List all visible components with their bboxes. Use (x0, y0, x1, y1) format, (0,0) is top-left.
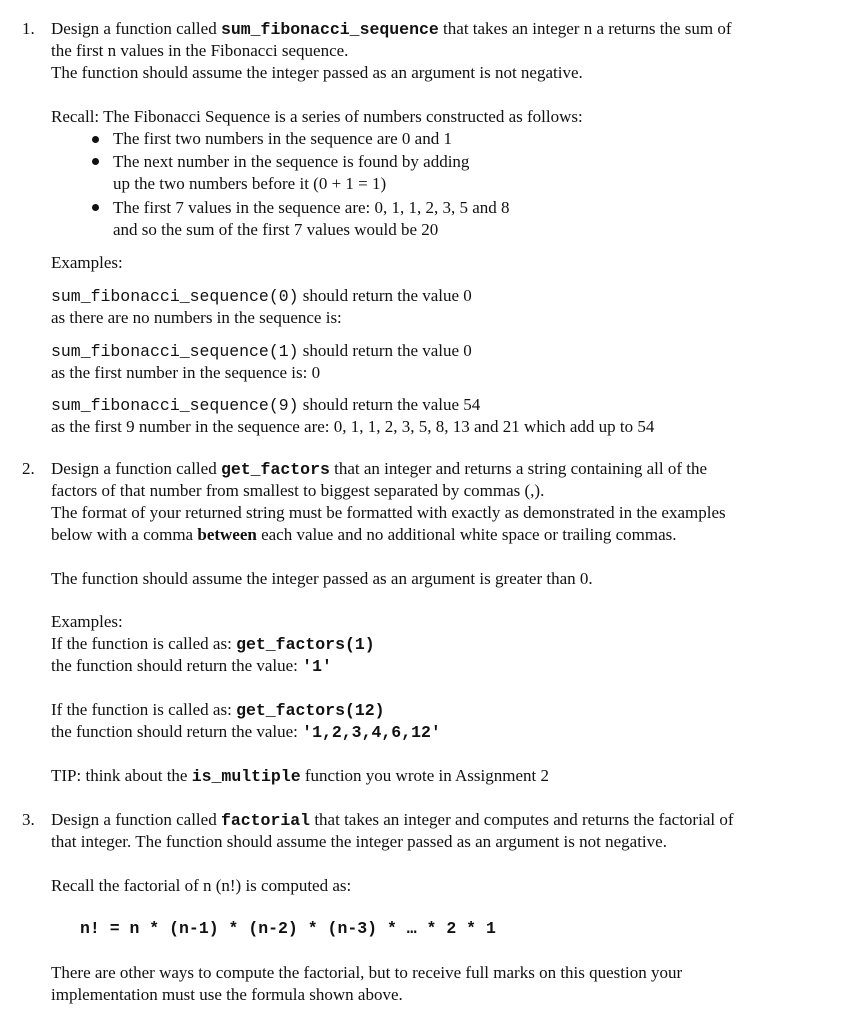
q2-function-name: get_factors (220, 460, 330, 479)
q1-bullet-3b: and so the sum of the first 7 values would be 20 (113, 220, 439, 239)
bullet-dot (92, 136, 99, 143)
q2-example-1 (51, 633, 375, 656)
q1-example-2 (51, 340, 472, 363)
q2-intro-post: that an integer and returns a string containing all of the (329, 459, 708, 478)
q1-intro (51, 18, 731, 41)
q2-line4-post: each value and no additional white space or trailing commas. (256, 525, 677, 544)
q3-recall: Recall the factorial of n (n!) is computed as: (51, 876, 352, 895)
q1-recall: Recall: The Fibonacci Sequence is a series of numbers constructed as follows: (51, 107, 583, 126)
q3-formula: n! = n * (n-1) * (n-2) * (n-3) * … * 2 * 1 (80, 919, 496, 938)
q2-example-2-call: get_factors(12) (236, 701, 385, 720)
q3-function-name: factorial (220, 811, 311, 830)
q1-example-3-call: sum_fibonacci_sequence(9) (51, 396, 299, 415)
q2-tip-function: is_multiple (191, 767, 301, 786)
q1-example-2-call: sum_fibonacci_sequence(1) (51, 342, 299, 361)
q1-example-2-result: should return the value 0 (298, 341, 472, 360)
q1-bullet-2b: up the two numbers before it (0 + 1 = 1) (113, 174, 387, 193)
bullet-dot (92, 158, 99, 165)
q2-example-2-return-value: '1,2,3,4,6,12' (302, 723, 441, 742)
q1-intro-pre: Design a function called (51, 19, 221, 38)
q2-line4 (51, 524, 677, 546)
q2-number: 2. (22, 459, 35, 478)
q1-example-3 (51, 394, 480, 417)
q3-line2: that integer. The function should assume the integer passed as an argument is not negative. (51, 832, 667, 851)
q1-example-1-explain: as there are no numbers in the sequence is: (51, 308, 342, 327)
q2-intro (51, 458, 707, 481)
q2-example-1-return-value: '1' (302, 657, 332, 676)
q2-example-2-return-pre: the function should return the value: (51, 722, 303, 741)
q2-line2: factors of that number from smallest to biggest separated by commas (,). (51, 481, 545, 500)
q2-intro-pre: Design a function called (51, 459, 221, 478)
q3-intro-post: that takes an integer and computes and returns the factorial of (310, 810, 734, 829)
q3-note-line2: implementation must use the formula shown above. (51, 985, 403, 1004)
q1-bullet-1: The first two numbers in the sequence are 0 and 1 (113, 129, 452, 148)
bullet-dot (92, 204, 99, 211)
q1-examples-label: Examples: (51, 253, 123, 272)
q2-example-2-return (51, 721, 441, 744)
q1-intro-post: that takes an integer n a returns the sum of (438, 19, 732, 38)
q2-example-1-return-pre: the function should return the value: (51, 656, 303, 675)
q1-bullet-2a: The next number in the sequence is found by adding (113, 152, 470, 171)
q1-example-1-call: sum_fibonacci_sequence(0) (51, 287, 299, 306)
q1-example-3-result: should return the value 54 (298, 395, 481, 414)
q1-example-1 (51, 285, 472, 308)
q2-tip-pre: TIP: think about the (51, 766, 192, 785)
q2-assume: The function should assume the integer passed as an argument is greater than 0. (51, 569, 593, 588)
q2-line4-bold: between (197, 525, 257, 544)
q2-examples-label: Examples: (51, 612, 123, 631)
q3-number: 3. (22, 810, 35, 829)
q2-tip (51, 765, 549, 788)
q1-line2: the first n values in the Fibonacci sequence. (51, 41, 349, 60)
q1-number: 1. (22, 19, 35, 38)
q2-example-2-pre: If the function is called as: (51, 700, 237, 719)
q3-note-line1: There are other ways to compute the factorial, but to receive full marks on this question your (51, 963, 683, 982)
q2-example-1-call: get_factors(1) (236, 635, 375, 654)
q2-example-2 (51, 699, 385, 722)
q2-example-1-pre: If the function is called as: (51, 634, 237, 653)
q2-tip-post: function you wrote in Assignment 2 (300, 766, 550, 785)
q1-example-2-explain: as the first number in the sequence is: 0 (51, 363, 321, 382)
q2-line3: The format of your returned string must be formatted with exactly as demonstrated in the examples (51, 503, 726, 522)
q1-bullet-3a: The first 7 values in the sequence are: 0, 1, 1, 2, 3, 5 and 8 (113, 198, 510, 217)
q1-example-3-explain: as the first 9 number in the sequence are: 0, 1, 1, 2, 3, 5, 8, 13 and 21 which add up to 54 (51, 417, 655, 436)
q1-example-1-result: should return the value 0 (298, 286, 472, 305)
q2-example-1-return (51, 655, 332, 678)
q3-intro-pre: Design a function called (51, 810, 221, 829)
q1-function-name: sum_fibonacci_sequence (220, 20, 439, 39)
q2-line4-pre: below with a comma (51, 525, 198, 544)
q1-line3: The function should assume the integer passed as an argument is not negative. (51, 63, 583, 82)
q3-intro (51, 809, 734, 832)
